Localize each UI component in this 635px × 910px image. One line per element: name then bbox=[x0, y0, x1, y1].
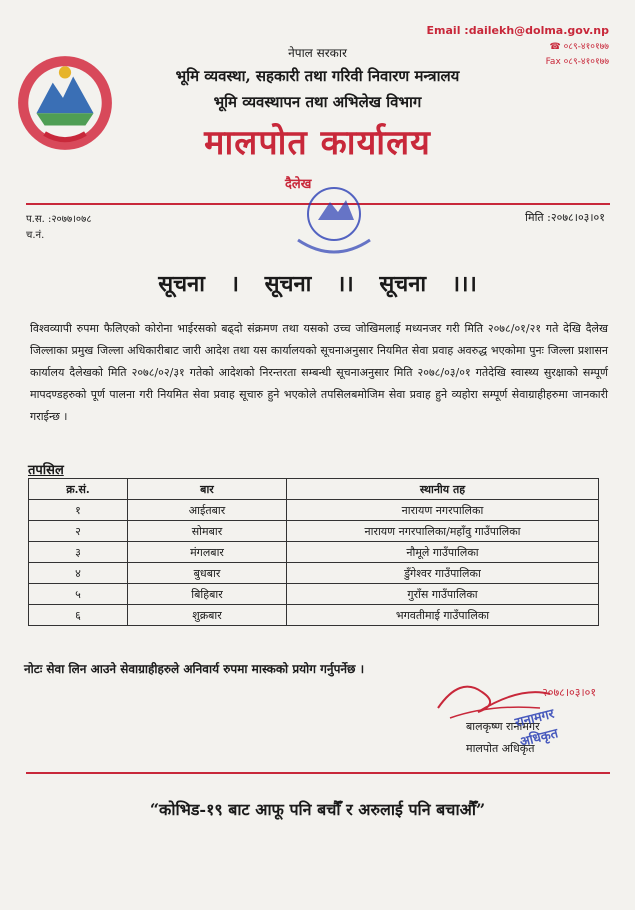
schedule-table bbox=[28, 478, 599, 626]
notice-heading: सूचना । सूचना ।। सूचना ।।। bbox=[158, 271, 477, 297]
cell-day: मंगलबार bbox=[128, 542, 287, 563]
cell-local-level: डुँगेश्वर गाउँपालिका bbox=[287, 563, 599, 584]
table-row bbox=[29, 521, 599, 542]
schedule-title: तपसिल bbox=[28, 463, 64, 478]
pasa-number: प.स. :२०७७।०७८ bbox=[26, 214, 92, 225]
cell-serial: ६ bbox=[29, 605, 128, 626]
phone-text: ☎ ०८९-४१०१७७ bbox=[549, 42, 609, 52]
header-serial: क्र.सं. bbox=[29, 479, 128, 500]
cell-local-level: नौमूले गाउँपालिका bbox=[287, 542, 599, 563]
stamp-line-1: रानामगर bbox=[513, 706, 556, 731]
cell-day: बुधबार bbox=[128, 563, 287, 584]
table-row bbox=[29, 500, 599, 521]
cell-day: बिहिबार bbox=[128, 584, 287, 605]
signer-name: बालकृष्ण रानामगर bbox=[466, 720, 540, 733]
cell-serial: २ bbox=[29, 521, 128, 542]
table-header-row bbox=[29, 479, 599, 500]
signature-date: २०७८।०३।०१ bbox=[542, 686, 597, 699]
cell-serial: ३ bbox=[29, 542, 128, 563]
cell-serial: ५ bbox=[29, 584, 128, 605]
department-name: भूमि व्यवस्थापन तथा अभिलेख विभाग bbox=[213, 93, 422, 111]
office-seal-icon bbox=[284, 184, 384, 262]
cell-local-level: भगवतीमाई गाउँपालिका bbox=[287, 605, 599, 626]
header-local-level: स्थानीय तह bbox=[287, 479, 599, 500]
notice-body: विश्वव्यापी रुपमा फैलिएको कोरोना भाईरसको बढ्दो संक्रमण तथा यसको उच्च जोखिमलाई मध्यनजर गरी मिति २०७८/०१/२१ गते देखि दैलेख जिल्लाका प्रमुख जिल्ला अधिकारीबाट जारी आदेश तथा यस कार्यालयको सूचनाअनुसार नियमित सेवा प्रवाह अवरुद्ध भएकोमा पुनः जिल्ला प्रशासन कार्यालय दैलेखको मिति २०७८/०२/३१ गतेको आदेशको निरन्तरता सम्बन्धी सूचनाअनुसार मिति २०७८/०३/०१ गतेदेखि स्वास्थ्य सुरक्षाको सम्पूर्ण मापदण्डहरुको पूर्ण पालना गरी नियमित सेवा प्रवाह सूचारु हुने भएकोले तपसिलबमोजिम सेवा प्रवाह हुने व्यहोरा सम्पूर्ण सेवाग्राहीहरुमा जानकारी गराईन्छ । bbox=[30, 322, 608, 423]
email-text: Email :dailekh@dolma.gov.np bbox=[426, 24, 609, 37]
table-row bbox=[29, 605, 599, 626]
mask-note: नोटः सेवा लिन आउने सेवाग्राहीहरुले अनिवार्य रुपमा मास्कको प्रयोग गर्नुपर्नेछ । bbox=[24, 662, 365, 676]
covid-slogan: “कोभिड-१९ बाट आफू पनि बचौँ र अरुलाई पनि बचाऔँ” bbox=[149, 800, 486, 819]
table-row bbox=[29, 584, 599, 605]
gov-name: नेपाल सरकार bbox=[288, 46, 347, 60]
table-row bbox=[29, 563, 599, 584]
stamp-line-2: अधिकृत bbox=[518, 726, 560, 751]
office-title: मालपोत कार्यालय bbox=[204, 123, 431, 163]
table-row bbox=[29, 542, 599, 563]
reference-block bbox=[26, 212, 92, 244]
cell-local-level: गुराँस गाउँपालिका bbox=[287, 584, 599, 605]
ministry-name: भूमि व्यवस्था, सहकारी तथा गरिवी निवारण मन्त्रालय bbox=[175, 67, 460, 85]
cell-local-level: नारायण नगरपालिका bbox=[287, 500, 599, 521]
header-day: बार bbox=[128, 479, 287, 500]
chalani-number: च.नं. bbox=[26, 230, 45, 241]
cell-serial: १ bbox=[29, 500, 128, 521]
issue-date: मिति :२०७८।०३।०१ bbox=[525, 211, 605, 224]
district-name: दैलेख bbox=[285, 177, 312, 192]
cell-serial: ४ bbox=[29, 563, 128, 584]
signer-title: मालपोत अधिकृत bbox=[466, 742, 535, 755]
footer-divider bbox=[26, 772, 610, 774]
cell-day: आईतबार bbox=[128, 500, 287, 521]
cell-day: सोमबार bbox=[128, 521, 287, 542]
fax-text: Fax ०८९-४१०१७७ bbox=[545, 57, 609, 67]
cell-day: शुक्रबार bbox=[128, 605, 287, 626]
cell-local-level: नारायण नगरपालिका/महाँवु गाउँपालिका bbox=[287, 521, 599, 542]
